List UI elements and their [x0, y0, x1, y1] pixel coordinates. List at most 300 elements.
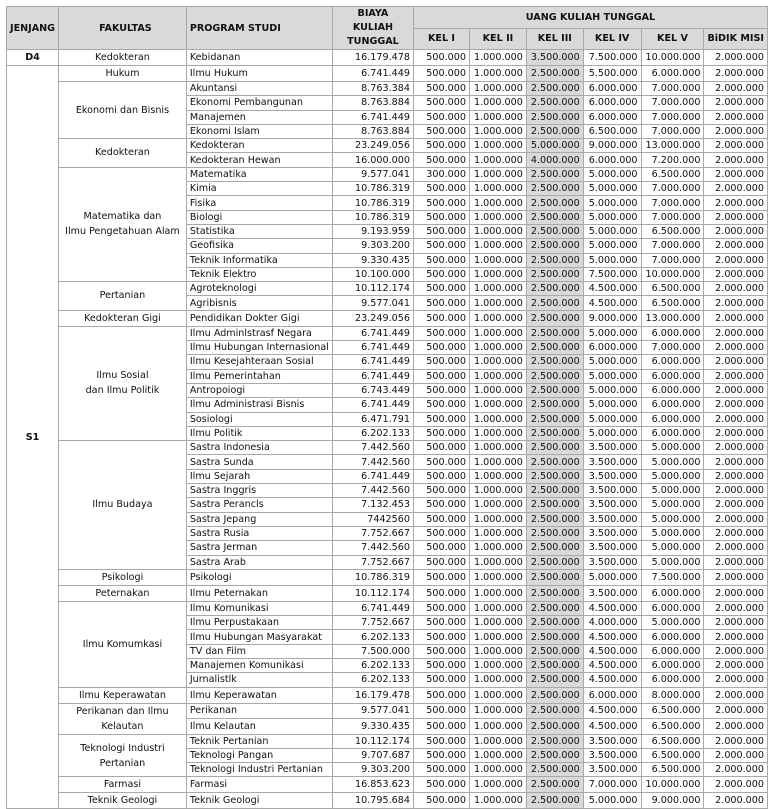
- kel3-cell: 2.500.000: [526, 526, 583, 540]
- biaya-kuliah-cell: 7.500.000: [332, 644, 413, 658]
- biaya-kuliah-cell: 10.786.319: [332, 210, 413, 224]
- bidik-misi-cell: 2.000.000: [704, 719, 768, 735]
- kel3-cell: 2.500.000: [526, 469, 583, 483]
- kel2-cell: 1.000.000: [469, 777, 526, 793]
- kel3-cell: 2.500.000: [526, 441, 583, 455]
- fakultas-cell: Ilmu Keperawatan: [59, 687, 187, 703]
- kel5-cell: 5.000.000: [641, 616, 704, 630]
- fakultas-cell: Kedokteran: [59, 50, 187, 66]
- col-header-biaya-kuliah: BIAYA KULIAH TUNGGAL: [332, 7, 413, 50]
- kel1-cell: 500.000: [413, 196, 469, 210]
- kel2-cell: 1.000.000: [469, 196, 526, 210]
- kel3-cell: 2.500.000: [526, 644, 583, 658]
- kel5-cell: 9.000.000: [641, 793, 704, 809]
- kel4-cell: 7.000.000: [583, 777, 641, 793]
- biaya-kuliah-cell: 6.202.133: [332, 426, 413, 440]
- kel4-cell: 5.000.000: [583, 182, 641, 196]
- table-row: [7, 310, 768, 326]
- kel2-cell: 1.000.000: [469, 469, 526, 483]
- kel5-cell: 7.000.000: [641, 110, 704, 124]
- program-studi-cell: Teknik Pertanian: [186, 734, 332, 748]
- kel1-cell: 500.000: [413, 630, 469, 644]
- table-body: [7, 50, 768, 809]
- kel3-cell: 2.500.000: [526, 719, 583, 735]
- biaya-kuliah-cell: 6.471.791: [332, 412, 413, 426]
- kel1-cell: 300.000: [413, 167, 469, 181]
- fakultas-cell: Peternakan: [59, 585, 187, 601]
- bidik-misi-cell: 2.000.000: [704, 469, 768, 483]
- kel5-cell: 7.200.000: [641, 153, 704, 167]
- kel1-cell: 500.000: [413, 763, 469, 777]
- table-row: [7, 50, 768, 66]
- kel5-cell: 7.000.000: [641, 124, 704, 138]
- kel3-cell: 2.500.000: [526, 253, 583, 267]
- table-row: [7, 703, 768, 719]
- kel3-cell: 2.500.000: [526, 658, 583, 672]
- jenjang-cell: S1: [7, 66, 59, 809]
- kel4-cell: 4.500.000: [583, 282, 641, 296]
- program-studi-cell: Geofisika: [186, 239, 332, 253]
- program-studi-cell: Ilmu Adminlstrasf Negara: [186, 326, 332, 340]
- program-studi-cell: Perikanan: [186, 703, 332, 719]
- program-studi-cell: Ilmu Hubungan Masyarakat: [186, 630, 332, 644]
- biaya-kuliah-cell: 9.330.435: [332, 719, 413, 735]
- kel4-cell: 4.500.000: [583, 673, 641, 687]
- bidik-misi-cell: 2.000.000: [704, 441, 768, 455]
- biaya-kuliah-cell: 7.132.453: [332, 498, 413, 512]
- kel5-cell: 8.000.000: [641, 687, 704, 703]
- kel3-cell: 2.500.000: [526, 630, 583, 644]
- kel3-cell: 2.500.000: [526, 687, 583, 703]
- kel3-cell: 2.500.000: [526, 82, 583, 96]
- kel5-cell: 6.000.000: [641, 658, 704, 672]
- program-studi-cell: Teknologi Pangan: [186, 748, 332, 762]
- kel1-cell: 500.000: [413, 267, 469, 281]
- program-studi-cell: Statistika: [186, 224, 332, 238]
- kel1-cell: 500.000: [413, 139, 469, 153]
- kel1-cell: 500.000: [413, 541, 469, 555]
- kel2-cell: 1.000.000: [469, 50, 526, 66]
- kel4-cell: 3.500.000: [583, 555, 641, 569]
- fakultas-cell: Farmasi: [59, 777, 187, 793]
- kel5-cell: 7.000.000: [641, 82, 704, 96]
- biaya-kuliah-cell: 9.577.041: [332, 703, 413, 719]
- program-studi-cell: Fisika: [186, 196, 332, 210]
- kel5-cell: 10.000.000: [641, 777, 704, 793]
- program-studi-cell: Kimia: [186, 182, 332, 196]
- program-studi-cell: Ilmu Kesejahteraan Sosial: [186, 355, 332, 369]
- kel2-cell: 1.000.000: [469, 526, 526, 540]
- kel2-cell: 1.000.000: [469, 658, 526, 672]
- biaya-kuliah-cell: 9.193.959: [332, 224, 413, 238]
- col-header-ukt: UANG KULIAH TUNGGAL: [413, 7, 767, 29]
- kel5-cell: 6.000.000: [641, 326, 704, 340]
- bidik-misi-cell: 2.000.000: [704, 748, 768, 762]
- kel2-cell: 1.000.000: [469, 541, 526, 555]
- kel5-cell: 6.000.000: [641, 630, 704, 644]
- biaya-kuliah-cell: 6.743.449: [332, 383, 413, 397]
- bidik-misi-cell: 2.000.000: [704, 630, 768, 644]
- col-header-program-studi: PROGRAM STUDI: [186, 7, 332, 50]
- biaya-kuliah-cell: 7.442.560: [332, 484, 413, 498]
- kel2-cell: 1.000.000: [469, 267, 526, 281]
- kel5-cell: 7.000.000: [641, 341, 704, 355]
- program-studi-cell: Ilmu Hubungan Internasional: [186, 341, 332, 355]
- biaya-kuliah-cell: 6.741.449: [332, 326, 413, 340]
- kel3-cell: 2.500.000: [526, 398, 583, 412]
- program-studi-cell: Sosiologi: [186, 412, 332, 426]
- bidik-misi-cell: 2.000.000: [704, 82, 768, 96]
- bidik-misi-cell: 2.000.000: [704, 96, 768, 110]
- ukt-table: [6, 6, 768, 809]
- bidik-misi-cell: 2.000.000: [704, 526, 768, 540]
- fakultas-cell: Teknologi Industri Pertanian: [59, 734, 187, 777]
- kel2-cell: 1.000.000: [469, 167, 526, 181]
- bidik-misi-cell: 2.000.000: [704, 585, 768, 601]
- bidik-misi-cell: 2.000.000: [704, 383, 768, 397]
- fakultas-cell: Ilmu Sosial dan Ilmu Politik: [59, 326, 187, 440]
- kel2-cell: 1.000.000: [469, 426, 526, 440]
- biaya-kuliah-cell: 9.303.200: [332, 239, 413, 253]
- program-studi-cell: Sastra Indonesia: [186, 441, 332, 455]
- kel1-cell: 500.000: [413, 341, 469, 355]
- kel2-cell: 1.000.000: [469, 224, 526, 238]
- kel2-cell: 1.000.000: [469, 82, 526, 96]
- bidik-misi-cell: 2.000.000: [704, 455, 768, 469]
- kel5-cell: 6.500.000: [641, 224, 704, 238]
- program-studi-cell: Ilmu Administrasi Bisnis: [186, 398, 332, 412]
- bidik-misi-cell: 2.000.000: [704, 326, 768, 340]
- kel1-cell: 500.000: [413, 326, 469, 340]
- kel2-cell: 1.000.000: [469, 341, 526, 355]
- kel5-cell: 5.000.000: [641, 498, 704, 512]
- kel4-cell: 3.500.000: [583, 734, 641, 748]
- fakultas-cell: Hukum: [59, 66, 187, 82]
- program-studi-cell: Sastra Perancls: [186, 498, 332, 512]
- program-studi-cell: Jurnalistlk: [186, 673, 332, 687]
- biaya-kuliah-cell: 10.112.174: [332, 734, 413, 748]
- kel1-cell: 500.000: [413, 253, 469, 267]
- biaya-kuliah-cell: 9.707.687: [332, 748, 413, 762]
- biaya-kuliah-cell: 9.303.200: [332, 763, 413, 777]
- biaya-kuliah-cell: 6.741.449: [332, 601, 413, 615]
- col-header-jenjang: JENJANG: [7, 7, 59, 50]
- kel1-cell: 500.000: [413, 777, 469, 793]
- bidik-misi-cell: 2.000.000: [704, 341, 768, 355]
- kel2-cell: 1.000.000: [469, 398, 526, 412]
- table-row: [7, 585, 768, 601]
- table-row: [7, 569, 768, 585]
- kel3-cell: 2.500.000: [526, 224, 583, 238]
- kel1-cell: 500.000: [413, 616, 469, 630]
- bidik-misi-cell: 2.000.000: [704, 555, 768, 569]
- kel3-cell: 2.500.000: [526, 267, 583, 281]
- kel5-cell: 6.000.000: [641, 426, 704, 440]
- program-studi-cell: Teknik Informatika: [186, 253, 332, 267]
- kel3-cell: 2.500.000: [526, 310, 583, 326]
- kel1-cell: 500.000: [413, 282, 469, 296]
- kel2-cell: 1.000.000: [469, 412, 526, 426]
- kel4-cell: 3.500.000: [583, 441, 641, 455]
- kel4-cell: 4.500.000: [583, 601, 641, 615]
- kel5-cell: 13.000.000: [641, 139, 704, 153]
- bidik-misi-cell: 2.000.000: [704, 196, 768, 210]
- kel2-cell: 1.000.000: [469, 763, 526, 777]
- jenjang-cell: D4: [7, 50, 59, 66]
- kel5-cell: 10.000.000: [641, 267, 704, 281]
- kel5-cell: 7.000.000: [641, 182, 704, 196]
- kel2-cell: 1.000.000: [469, 110, 526, 124]
- program-studi-cell: Agroteknologi: [186, 282, 332, 296]
- biaya-kuliah-cell: 6.741.449: [332, 469, 413, 483]
- program-studi-cell: Ilmu Politik: [186, 426, 332, 440]
- biaya-kuliah-cell: 8.763.884: [332, 96, 413, 110]
- kel3-cell: 2.500.000: [526, 541, 583, 555]
- kel5-cell: 5.000.000: [641, 469, 704, 483]
- kel3-cell: 2.500.000: [526, 585, 583, 601]
- kel4-cell: 4.500.000: [583, 719, 641, 735]
- kel2-cell: 1.000.000: [469, 644, 526, 658]
- fakultas-cell: Kedokteran: [59, 139, 187, 168]
- bidik-misi-cell: 2.000.000: [704, 296, 768, 310]
- biaya-kuliah-cell: 16.853.623: [332, 777, 413, 793]
- table-row: [7, 82, 768, 96]
- bidik-misi-cell: 2.000.000: [704, 498, 768, 512]
- kel3-cell: 2.500.000: [526, 426, 583, 440]
- kel4-cell: 3.500.000: [583, 526, 641, 540]
- program-studi-cell: Sastra Jepang: [186, 512, 332, 526]
- kel2-cell: 1.000.000: [469, 96, 526, 110]
- kel2-cell: 1.000.000: [469, 182, 526, 196]
- bidik-misi-cell: 2.000.000: [704, 484, 768, 498]
- biaya-kuliah-cell: 10.786.319: [332, 196, 413, 210]
- kel1-cell: 500.000: [413, 526, 469, 540]
- kel1-cell: 500.000: [413, 153, 469, 167]
- kel5-cell: 6.000.000: [641, 585, 704, 601]
- kel5-cell: 6.000.000: [641, 412, 704, 426]
- kel3-cell: 2.500.000: [526, 96, 583, 110]
- biaya-kuliah-cell: 10.786.319: [332, 182, 413, 196]
- kel1-cell: 500.000: [413, 96, 469, 110]
- kel3-cell: 2.500.000: [526, 512, 583, 526]
- kel2-cell: 1.000.000: [469, 734, 526, 748]
- table-header: [7, 7, 768, 50]
- kel2-cell: 1.000.000: [469, 616, 526, 630]
- table-row: [7, 326, 768, 340]
- kel2-cell: 1.000.000: [469, 441, 526, 455]
- kel5-cell: 5.000.000: [641, 541, 704, 555]
- biaya-kuliah-cell: 6.741.449: [332, 341, 413, 355]
- kel3-cell: 2.500.000: [526, 182, 583, 196]
- kel4-cell: 5.000.000: [583, 383, 641, 397]
- biaya-kuliah-cell: 9.330.435: [332, 253, 413, 267]
- bidik-misi-cell: 2.000.000: [704, 703, 768, 719]
- bidik-misi-cell: 2.000.000: [704, 512, 768, 526]
- col-header-kel1: KEL I: [413, 28, 469, 50]
- table-row: [7, 601, 768, 615]
- kel5-cell: 5.000.000: [641, 512, 704, 526]
- kel4-cell: 5.000.000: [583, 398, 641, 412]
- kel4-cell: 3.500.000: [583, 498, 641, 512]
- kel1-cell: 500.000: [413, 310, 469, 326]
- table-row: [7, 734, 768, 748]
- kel1-cell: 500.000: [413, 296, 469, 310]
- kel2-cell: 1.000.000: [469, 555, 526, 569]
- program-studi-cell: Psikologi: [186, 569, 332, 585]
- bidik-misi-cell: 2.000.000: [704, 601, 768, 615]
- bidik-misi-cell: 2.000.000: [704, 673, 768, 687]
- fakultas-cell: Matematika dan Ilmu Pengetahuan Alam: [59, 167, 187, 281]
- fakultas-cell: Pertanian: [59, 282, 187, 311]
- program-studi-cell: Manajemen: [186, 110, 332, 124]
- kel4-cell: 9.000.000: [583, 310, 641, 326]
- kel1-cell: 500.000: [413, 124, 469, 138]
- kel4-cell: 4.500.000: [583, 703, 641, 719]
- col-header-fakultas: FAKULTAS: [59, 7, 187, 50]
- bidik-misi-cell: 2.000.000: [704, 110, 768, 124]
- kel4-cell: 3.500.000: [583, 512, 641, 526]
- col-header-kel2: KEL II: [469, 28, 526, 50]
- program-studi-cell: Teknik Geologi: [186, 793, 332, 809]
- biaya-kuliah-cell: 7.752.667: [332, 616, 413, 630]
- bidik-misi-cell: 2.000.000: [704, 239, 768, 253]
- kel5-cell: 7.500.000: [641, 569, 704, 585]
- kel5-cell: 7.000.000: [641, 196, 704, 210]
- program-studi-cell: Sastra Arab: [186, 555, 332, 569]
- bidik-misi-cell: 2.000.000: [704, 687, 768, 703]
- kel1-cell: 500.000: [413, 687, 469, 703]
- kel2-cell: 1.000.000: [469, 719, 526, 735]
- kel4-cell: 5.500.000: [583, 66, 641, 82]
- kel3-cell: 2.500.000: [526, 167, 583, 181]
- kel2-cell: 1.000.000: [469, 253, 526, 267]
- kel3-cell: 2.500.000: [526, 601, 583, 615]
- kel1-cell: 500.000: [413, 412, 469, 426]
- bidik-misi-cell: 2.000.000: [704, 412, 768, 426]
- table-row: [7, 167, 768, 181]
- bidik-misi-cell: 2.000.000: [704, 569, 768, 585]
- bidik-misi-cell: 2.000.000: [704, 398, 768, 412]
- program-studi-cell: Ilmu Hukum: [186, 66, 332, 82]
- kel3-cell: 2.500.000: [526, 341, 583, 355]
- kel1-cell: 500.000: [413, 703, 469, 719]
- kel3-cell: 2.500.000: [526, 66, 583, 82]
- biaya-kuliah-cell: 7.752.667: [332, 526, 413, 540]
- fakultas-cell: Kedokteran Gigi: [59, 310, 187, 326]
- program-studi-cell: Ilmu Keperawatan: [186, 687, 332, 703]
- program-studi-cell: Pendidikan Dokter Gigi: [186, 310, 332, 326]
- program-studi-cell: Antropoiogi: [186, 383, 332, 397]
- program-studi-cell: Sastra Rusia: [186, 526, 332, 540]
- biaya-kuliah-cell: 7442560: [332, 512, 413, 526]
- biaya-kuliah-cell: 7.442.560: [332, 541, 413, 555]
- kel1-cell: 500.000: [413, 734, 469, 748]
- biaya-kuliah-cell: 9.577.041: [332, 296, 413, 310]
- bidik-misi-cell: 2.000.000: [704, 66, 768, 82]
- kel5-cell: 6.500.000: [641, 282, 704, 296]
- kel4-cell: 4.500.000: [583, 644, 641, 658]
- kel4-cell: 7.500.000: [583, 267, 641, 281]
- fakultas-cell: Teknik Geologi: [59, 793, 187, 809]
- kel4-cell: 5.000.000: [583, 369, 641, 383]
- kel2-cell: 1.000.000: [469, 498, 526, 512]
- program-studi-cell: Sastra Sunda: [186, 455, 332, 469]
- kel5-cell: 6.500.000: [641, 296, 704, 310]
- kel5-cell: 5.000.000: [641, 441, 704, 455]
- kel1-cell: 500.000: [413, 569, 469, 585]
- program-studi-cell: Kebidanan: [186, 50, 332, 66]
- kel3-cell: 2.500.000: [526, 369, 583, 383]
- kel3-cell: 2.500.000: [526, 777, 583, 793]
- kel5-cell: 6.500.000: [641, 763, 704, 777]
- bidik-misi-cell: 2.000.000: [704, 182, 768, 196]
- kel5-cell: 7.000.000: [641, 210, 704, 224]
- bidik-misi-cell: 2.000.000: [704, 224, 768, 238]
- biaya-kuliah-cell: 6.741.449: [332, 398, 413, 412]
- kel5-cell: 6.000.000: [641, 369, 704, 383]
- program-studi-cell: Ilmu Peternakan: [186, 585, 332, 601]
- kel3-cell: 2.500.000: [526, 455, 583, 469]
- kel3-cell: 2.500.000: [526, 793, 583, 809]
- bidik-misi-cell: 2.000.000: [704, 369, 768, 383]
- kel3-cell: 2.500.000: [526, 282, 583, 296]
- kel4-cell: 7.500.000: [583, 50, 641, 66]
- program-studi-cell: Ekonomi Islam: [186, 124, 332, 138]
- bidik-misi-cell: 2.000.000: [704, 210, 768, 224]
- kel2-cell: 1.000.000: [469, 139, 526, 153]
- kel3-cell: 4.000.000: [526, 153, 583, 167]
- kel3-cell: 2.500.000: [526, 616, 583, 630]
- bidik-misi-cell: 2.000.000: [704, 541, 768, 555]
- bidik-misi-cell: 2.000.000: [704, 763, 768, 777]
- kel1-cell: 500.000: [413, 455, 469, 469]
- kel3-cell: 2.500.000: [526, 673, 583, 687]
- kel2-cell: 1.000.000: [469, 355, 526, 369]
- kel4-cell: 5.000.000: [583, 253, 641, 267]
- kel1-cell: 500.000: [413, 50, 469, 66]
- kel1-cell: 500.000: [413, 355, 469, 369]
- kel5-cell: 6.000.000: [641, 355, 704, 369]
- kel4-cell: 5.000.000: [583, 355, 641, 369]
- kel1-cell: 500.000: [413, 426, 469, 440]
- bidik-misi-cell: 2.000.000: [704, 658, 768, 672]
- table-row: [7, 687, 768, 703]
- kel3-cell: 2.500.000: [526, 355, 583, 369]
- kel2-cell: 1.000.000: [469, 748, 526, 762]
- program-studi-cell: Agribisnis: [186, 296, 332, 310]
- biaya-kuliah-cell: 8.763.384: [332, 82, 413, 96]
- program-studi-cell: Sastra Jerman: [186, 541, 332, 555]
- program-studi-cell: Sastra Inggris: [186, 484, 332, 498]
- biaya-kuliah-cell: 6.202.133: [332, 673, 413, 687]
- fakultas-cell: Ekonomi dan Bisnis: [59, 82, 187, 139]
- kel4-cell: 5.000.000: [583, 426, 641, 440]
- kel2-cell: 1.000.000: [469, 687, 526, 703]
- kel2-cell: 1.000.000: [469, 310, 526, 326]
- biaya-kuliah-cell: 10.112.174: [332, 282, 413, 296]
- kel4-cell: 6.000.000: [583, 687, 641, 703]
- kel4-cell: 3.500.000: [583, 585, 641, 601]
- kel4-cell: 3.500.000: [583, 469, 641, 483]
- col-header-kel5: KEL V: [641, 28, 704, 50]
- kel1-cell: 500.000: [413, 239, 469, 253]
- kel4-cell: 3.500.000: [583, 484, 641, 498]
- col-header-kel4: KEL IV: [583, 28, 641, 50]
- kel5-cell: 6.500.000: [641, 167, 704, 181]
- kel4-cell: 6.000.000: [583, 110, 641, 124]
- kel3-cell: 2.500.000: [526, 196, 583, 210]
- biaya-kuliah-cell: 7.752.667: [332, 555, 413, 569]
